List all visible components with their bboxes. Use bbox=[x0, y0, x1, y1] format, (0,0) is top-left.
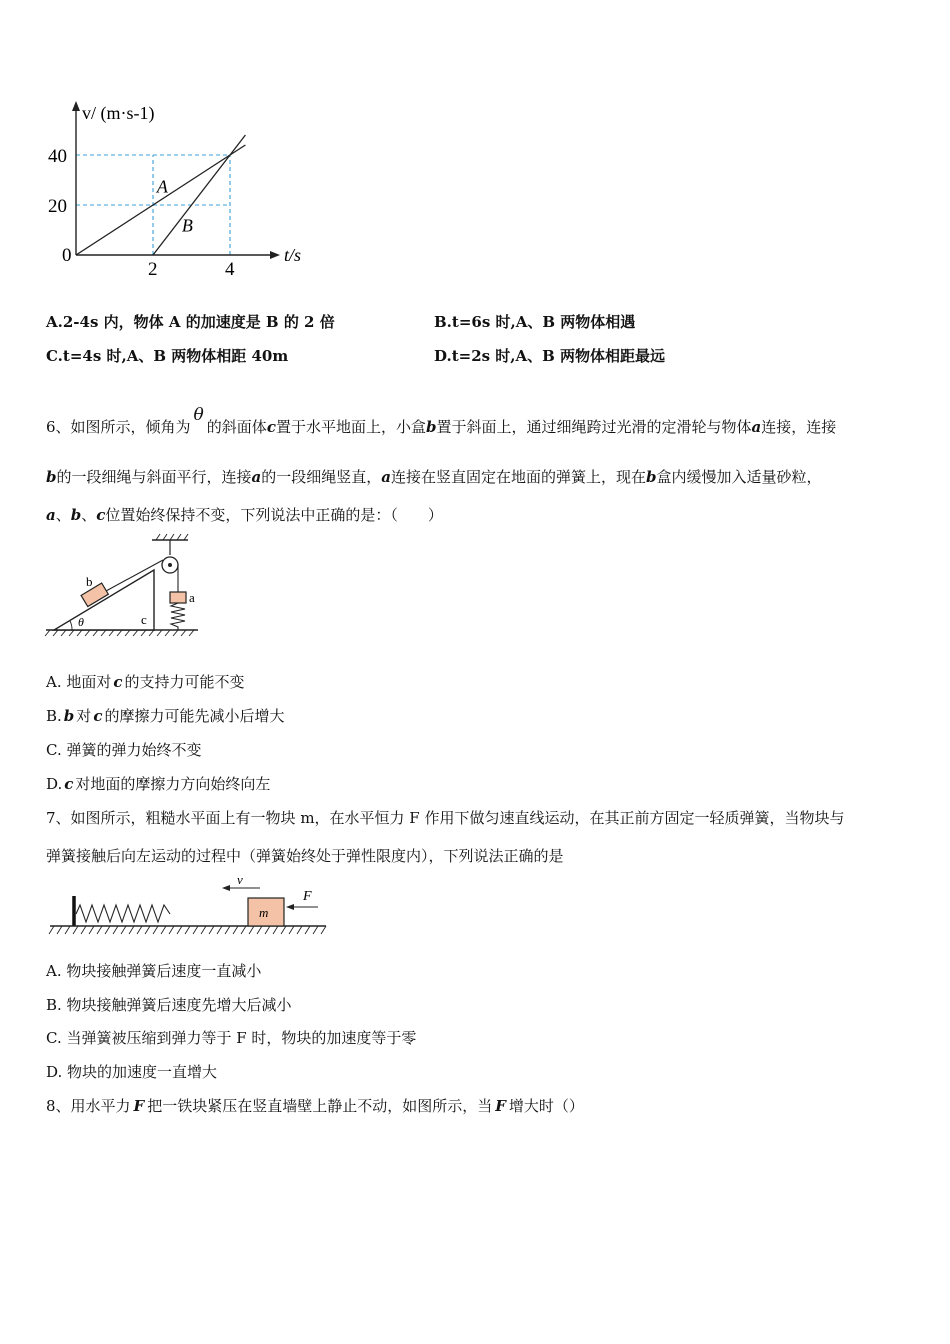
var-a: a bbox=[251, 468, 262, 486]
var-c: c bbox=[96, 506, 106, 524]
q7-option-c[interactable]: C. 当弹簧被压缩到弹力等于 F 时，物块的加速度等于零 bbox=[46, 1029, 417, 1047]
var-F: F bbox=[495, 1097, 506, 1115]
var-F: F bbox=[133, 1097, 145, 1115]
fig-a-label: a bbox=[189, 590, 195, 605]
var-b: b bbox=[425, 418, 437, 436]
theta-symbol: θ bbox=[193, 405, 204, 425]
q6-option-text: A. 地面对 bbox=[46, 673, 112, 691]
q5-option-a[interactable]: A.2-4s 内，物体 A 的加速度是 B 的 2 倍 bbox=[46, 313, 335, 331]
q6-text: 的一段细绳竖直， bbox=[261, 468, 382, 486]
series-B-label: B bbox=[181, 215, 193, 236]
x-axis-arrow bbox=[270, 251, 280, 259]
var-c: c bbox=[266, 418, 276, 436]
y-tick-20: 20 bbox=[48, 196, 67, 217]
fig-m-label: m bbox=[259, 905, 269, 920]
q6-option-text: D. bbox=[46, 775, 63, 793]
x-axis-label: t/s bbox=[284, 245, 302, 265]
q6-option-text: 的支持力可能不变 bbox=[124, 673, 245, 691]
force-arrow-head bbox=[286, 904, 294, 910]
fig-b-label: b bbox=[86, 574, 93, 589]
q7-option-d[interactable]: D. 物块的加速度一直增大 bbox=[46, 1063, 218, 1081]
q6-question-line-1 bbox=[46, 405, 837, 437]
q8-text: 8、用水平力 bbox=[46, 1097, 131, 1115]
velocity-arrow-head bbox=[222, 885, 230, 891]
q7-question-line-1: 7、如图所示，粗糙水平面上有一物块 m，在水平恒力 F 作用下做匀速直线运动，在其正前方固定一轻质弹簧，当物块与 bbox=[46, 809, 845, 827]
q6-option-text: 对地面的摩擦力方向始终向左 bbox=[75, 775, 271, 793]
var-a: a bbox=[751, 418, 762, 436]
q5-option-b[interactable]: B.t=6s 时,A、B 两物体相遇 bbox=[434, 313, 636, 331]
q6-text: 盒内缓慢加入适量砂粒， bbox=[656, 468, 822, 486]
q6-text: 的一段细绳与斜面平行，连接 bbox=[56, 468, 252, 486]
q7-option-a[interactable]: A. 物块接触弹簧后速度一直减小 bbox=[46, 962, 262, 980]
q6-question-line-3 bbox=[46, 504, 443, 525]
q6-question-line-2 bbox=[46, 466, 822, 487]
object-a bbox=[170, 592, 186, 603]
y-tick-40: 40 bbox=[48, 146, 67, 167]
q6-text: 连接在竖直固定在地面的弹簧上，现在 bbox=[391, 468, 647, 486]
q6-option-d[interactable] bbox=[46, 773, 270, 794]
q6-option-c[interactable]: C. 弹簧的弹力始终不变 bbox=[46, 741, 202, 759]
q8-text: 把一铁块紧压在竖直墙壁上静止不动，如图所示，当 bbox=[147, 1097, 493, 1115]
q6-text: 位置始终保持不变，下列说法中正确的是：（ ） bbox=[105, 506, 443, 524]
q6-text: 、 bbox=[55, 506, 71, 524]
incline-pulley-figure bbox=[44, 532, 204, 640]
q6-option-text: B. bbox=[46, 707, 62, 725]
q7-option-b[interactable]: B. 物块接触弹簧后速度先增大后减小 bbox=[46, 996, 292, 1014]
y-axis-label: v/ (m·s-1) bbox=[82, 103, 155, 123]
var-b: b bbox=[646, 468, 657, 486]
q6-option-b[interactable] bbox=[46, 705, 284, 726]
var-a: a bbox=[381, 468, 391, 486]
var-b: b bbox=[70, 506, 82, 524]
var-c: c bbox=[113, 673, 123, 691]
q6-option-a[interactable] bbox=[46, 671, 245, 692]
q8-text: 增大时（） bbox=[508, 1097, 584, 1115]
var-c: c bbox=[64, 775, 74, 793]
fig-v-label: v bbox=[237, 874, 243, 887]
incline-c bbox=[54, 570, 154, 630]
series-A-label: A bbox=[156, 176, 168, 197]
q6-text: 6、如图所示，倾角为 bbox=[46, 418, 191, 436]
spring-vertical bbox=[171, 603, 185, 630]
q6-text: 连接，连接 bbox=[761, 418, 837, 436]
y-tick-0: 0 bbox=[62, 245, 72, 266]
spring-horizontal bbox=[76, 905, 170, 922]
var-b: b bbox=[63, 707, 75, 725]
q6-text: 置于斜面上，通过细绳跨过光滑的定滑轮与物体 bbox=[436, 418, 752, 436]
fig-theta-label: θ bbox=[78, 615, 84, 629]
x-tick-2: 2 bbox=[148, 259, 158, 280]
q5-option-d[interactable]: D.t=2s 时,A、B 两物体相距最远 bbox=[434, 347, 666, 365]
series-A-line bbox=[76, 145, 245, 255]
q6-text: 置于水平地面上，小盒 bbox=[275, 418, 426, 436]
q8-question bbox=[46, 1095, 584, 1116]
fig-c-label: c bbox=[141, 612, 147, 627]
q6-text: 的斜面体 bbox=[206, 418, 267, 436]
q6-option-text: 的摩擦力可能先减小后增大 bbox=[104, 707, 285, 725]
q6-text: 、 bbox=[81, 506, 97, 524]
var-a: a bbox=[46, 506, 56, 524]
q6-option-text: 对 bbox=[76, 707, 92, 725]
y-axis-arrow bbox=[72, 101, 80, 111]
var-c: c bbox=[93, 707, 103, 725]
q7-question-line-2: 弹簧接触后向左运动的过程中（弹簧始终处于弹性限度内），下列说法正确的是 bbox=[46, 847, 564, 865]
q5-option-c[interactable]: C.t=4s 时,A、B 两物体相距 40m bbox=[46, 347, 289, 365]
velocity-time-chart bbox=[40, 95, 330, 280]
fig-F-label: F bbox=[303, 889, 312, 904]
spring-block-figure bbox=[46, 874, 336, 940]
x-tick-4: 4 bbox=[225, 259, 235, 280]
var-b: b bbox=[46, 468, 57, 486]
